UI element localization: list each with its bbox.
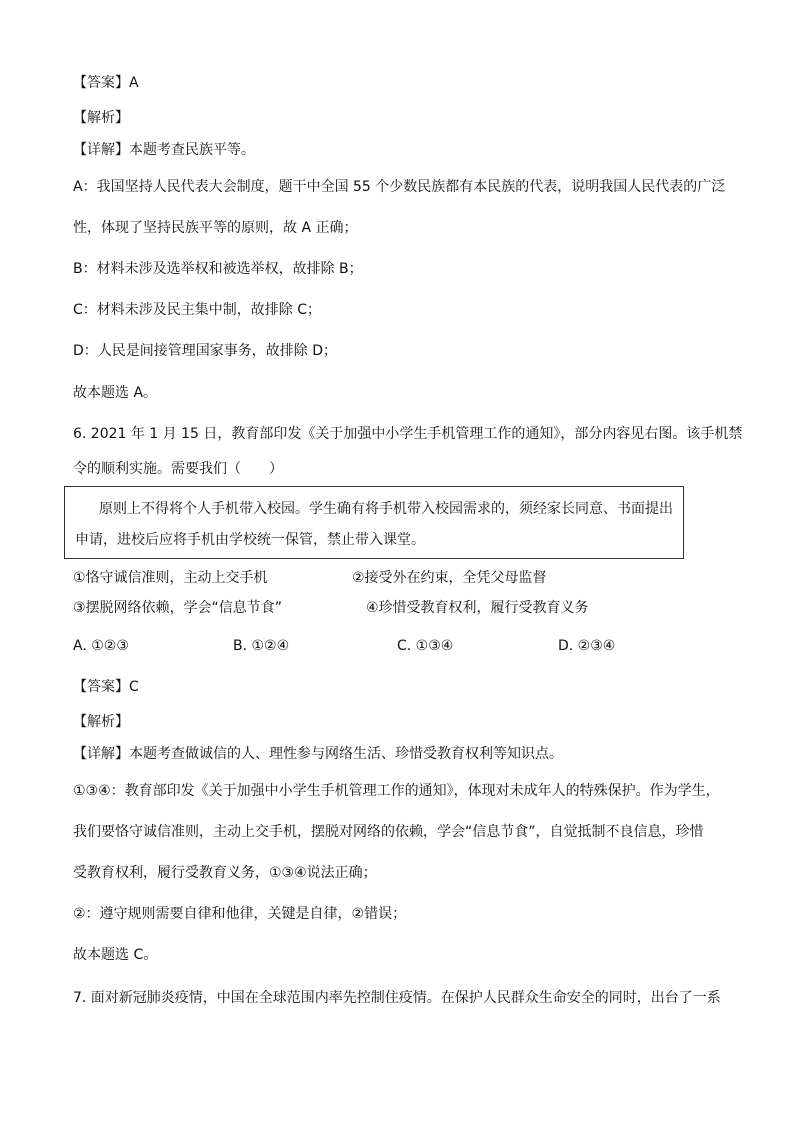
q6-answer: 【答案】C	[73, 679, 139, 695]
q5-detail: 【详解】本题考查民族平等。	[73, 142, 255, 158]
q6-choice-b: B. ①②④	[233, 638, 290, 654]
q5-option-b: B：材料未涉及选举权和被选举权，故排除 B；	[73, 261, 363, 277]
q6-choice-a: A. ①②③	[73, 638, 129, 654]
q6-explanation-1-line3: 受教育权利，履行受教育义务，①③④说法正确；	[73, 865, 377, 881]
q6-explanation-2: ②：遵守规则需要自律和他律，关键是自律，②错误；	[73, 906, 407, 922]
q5-analysis-label: 【解析】	[73, 110, 129, 126]
q6-explanation-1-line1: ①③④：教育部印发《关于加强中小学生手机管理工作的通知》，体现对未成年人的特殊保护。作为学生，	[73, 783, 720, 799]
q7-stem-line1: 7. 面对新冠肺炎疫情，中国在全球范围内率先控制住疫情。在保护人民群众生命安全的同时，出台了一系	[73, 990, 721, 1006]
q5-option-c: C：材料未涉及民主集中制，故排除 C；	[73, 302, 321, 318]
q6-material-line2: 申请，进校后应将手机由学校统一保管，禁止带入课堂。	[75, 532, 425, 548]
q6-item-3: ③摆脱网络依赖，学会“信息节食”	[73, 600, 283, 616]
q6-explanation-1-line2: 我们要恪守诚信准则，主动上交手机，摆脱对网络的依赖，学会“信息节食”，自觉抵制不良信息，珍惜	[73, 824, 704, 840]
q5-option-d: D：人民是间接管理国家事务，故排除 D；	[73, 343, 338, 359]
q5-conclusion: 故本题选 A。	[73, 385, 158, 401]
q6-choice-d: D. ②③④	[558, 638, 616, 654]
q5-option-a-line2: 性，体现了坚持民族平等的原则，故 A 正确；	[73, 220, 358, 236]
q6-material-line1: 原则上不得将个人手机带入校园。学生确有将手机带入校园需求的，须经家长同意、书面提出	[99, 501, 673, 517]
q6-choice-c: C. ①③④	[397, 638, 454, 654]
q6-item-1: ①恪守诚信准则，主动上交手机	[73, 570, 268, 586]
q6-material-box	[64, 486, 684, 559]
q6-item-2: ②接受外在约束，全凭父母监督	[352, 570, 547, 586]
q5-answer: 【答案】A	[73, 75, 139, 91]
q6-stem-line1: 6. 2021 年 1 月 15 日，教育部印发《关于加强中小学生手机管理工作的通知》，部分内容见右图。该手机禁	[73, 426, 743, 442]
q5-option-a-line1: A：我国坚持人民代表大会制度，题干中全国 55 个少数民族都有本民族的代表，说明我国人民代表的广泛	[73, 179, 726, 195]
q6-item-4: ④珍惜受教育权利，履行受教育义务	[366, 600, 589, 616]
q6-stem-line2: 令的顺利实施。需要我们（ ）	[73, 461, 283, 477]
q6-analysis-label: 【解析】	[73, 714, 129, 730]
q6-conclusion: 故本题选 C。	[73, 947, 158, 963]
q6-detail: 【详解】本题考查做诚信的人、理性参与网络生活、珍惜受教育权利等知识点。	[73, 746, 563, 762]
